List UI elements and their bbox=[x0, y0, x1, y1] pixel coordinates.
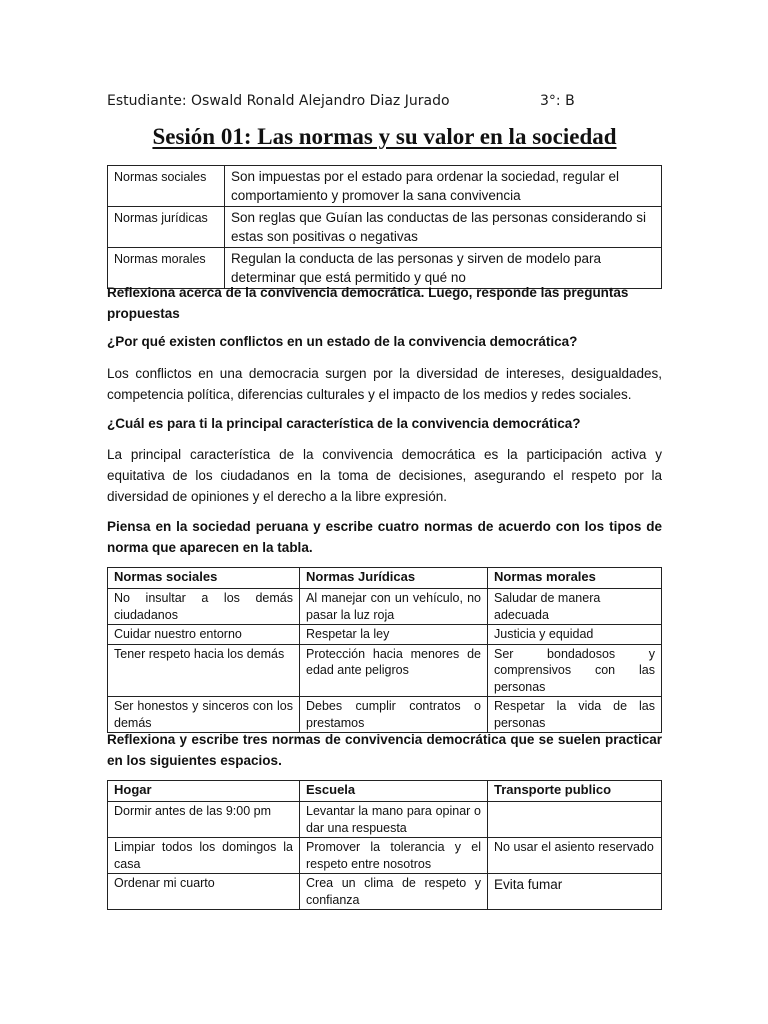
norm-type: Normas morales bbox=[108, 248, 225, 289]
table-cell: Crea un clima de respeto y confianza bbox=[300, 874, 488, 910]
column-header: Normas sociales bbox=[108, 568, 300, 589]
table-cell: Debes cumplir contratos o prestamos bbox=[300, 697, 488, 733]
table-header-row bbox=[108, 568, 662, 589]
table-cell: Promover la tolerancia y el respeto entre nosotros bbox=[300, 838, 488, 874]
table-cell: No usar el asiento reservado bbox=[488, 838, 662, 874]
norms-definition-table bbox=[107, 165, 662, 289]
page-title: Sesión 01: Las normas y su valor en la sociedad bbox=[152, 124, 617, 149]
reflect-intro: Reflexiona acerca de la convivencia democrática. Luego, responde las preguntas propuestas bbox=[107, 285, 629, 321]
prompt-spaces: Reflexiona y escribe tres normas de convivencia democrática que se suelen practicar en los siguientes espacios. bbox=[107, 732, 662, 768]
answer-2: La principal característica de la convivencia democrática es la participación activa y equitativa de los ciudadanos en la toma de decisiones, asegurando el respeto por la diversidad de opiniones y el derecho a la libre expresión. bbox=[107, 447, 662, 504]
spaces-norms-table bbox=[107, 780, 662, 910]
column-header: Transporte publico bbox=[488, 781, 662, 802]
table-row bbox=[108, 166, 662, 207]
question-1: ¿Por qué existen conflictos en un estado de la convivencia democrática? bbox=[107, 334, 578, 349]
student-header bbox=[107, 93, 662, 109]
table-cell: Dormir antes de las 9:00 pm bbox=[108, 802, 300, 838]
column-header: Normas morales bbox=[488, 568, 662, 589]
table-row bbox=[108, 697, 662, 733]
table-cell: Justicia y equidad bbox=[488, 625, 662, 645]
answer-1: Los conflictos en una democracia surgen por la diversidad de intereses, desigualdades, competencia política, diferencias culturales y el impacto de los medios y redes sociales. bbox=[107, 366, 662, 402]
table-cell: Ordenar mi cuarto bbox=[108, 874, 300, 910]
table-cell: No insultar a los demás ciudadanos bbox=[108, 589, 300, 625]
table-row bbox=[108, 838, 662, 874]
table-cell: Tener respeto hacia los demás bbox=[108, 644, 300, 697]
table-cell: Respetar la vida de las personas bbox=[488, 697, 662, 733]
table-row bbox=[108, 802, 662, 838]
student-name: Estudiante: Oswald Ronald Alejandro Diaz Jurado bbox=[107, 93, 450, 109]
column-header: Normas Jurídicas bbox=[300, 568, 488, 589]
table-cell: Ser bondadosos y comprensivos con las personas bbox=[488, 644, 662, 697]
table-cell: Respetar la ley bbox=[300, 625, 488, 645]
table-row bbox=[108, 589, 662, 625]
table-row bbox=[108, 625, 662, 645]
table-cell: Al manejar con un vehículo, no pasar la luz roja bbox=[300, 589, 488, 625]
table-row bbox=[108, 644, 662, 697]
prompt-peru: Piensa en la sociedad peruana y escribe cuatro normas de acuerdo con los tipos de norma que aparecen en la tabla. bbox=[107, 519, 662, 555]
table-cell: Ser honestos y sinceros con los demás bbox=[108, 697, 300, 733]
table-cell: Saludar de manera adecuada bbox=[488, 589, 662, 625]
question-2: ¿Cuál es para ti la principal característica de la convivencia democrática? bbox=[107, 416, 581, 431]
table-cell: Cuidar nuestro entorno bbox=[108, 625, 300, 645]
table-cell: Protección hacia menores de edad ante peligros bbox=[300, 644, 488, 697]
norm-definition: Son reglas que Guían las conductas de las personas considerando si estas son positivas o negativas bbox=[225, 207, 662, 248]
table-row bbox=[108, 874, 662, 910]
student-grade: 3°: B bbox=[540, 93, 575, 109]
table-header-row bbox=[108, 781, 662, 802]
table-row bbox=[108, 207, 662, 248]
norm-definition: Son impuestas por el estado para ordenar la sociedad, regular el comportamiento y promover la sana convivencia bbox=[225, 166, 662, 207]
table-cell bbox=[488, 802, 662, 838]
peru-norms-table bbox=[107, 567, 662, 733]
norm-type: Normas sociales bbox=[108, 166, 225, 207]
column-header: Hogar bbox=[108, 781, 300, 802]
table-cell: Levantar la mano para opinar o dar una respuesta bbox=[300, 802, 488, 838]
column-header: Escuela bbox=[300, 781, 488, 802]
table-cell: Limpiar todos los domingos la casa bbox=[108, 838, 300, 874]
norm-type: Normas jurídicas bbox=[108, 207, 225, 248]
norm-definition: Regulan la conducta de las personas y sirven de modelo para determinar que está permitido y qué no bbox=[225, 248, 662, 289]
table-cell: Evita fumar bbox=[488, 874, 662, 910]
